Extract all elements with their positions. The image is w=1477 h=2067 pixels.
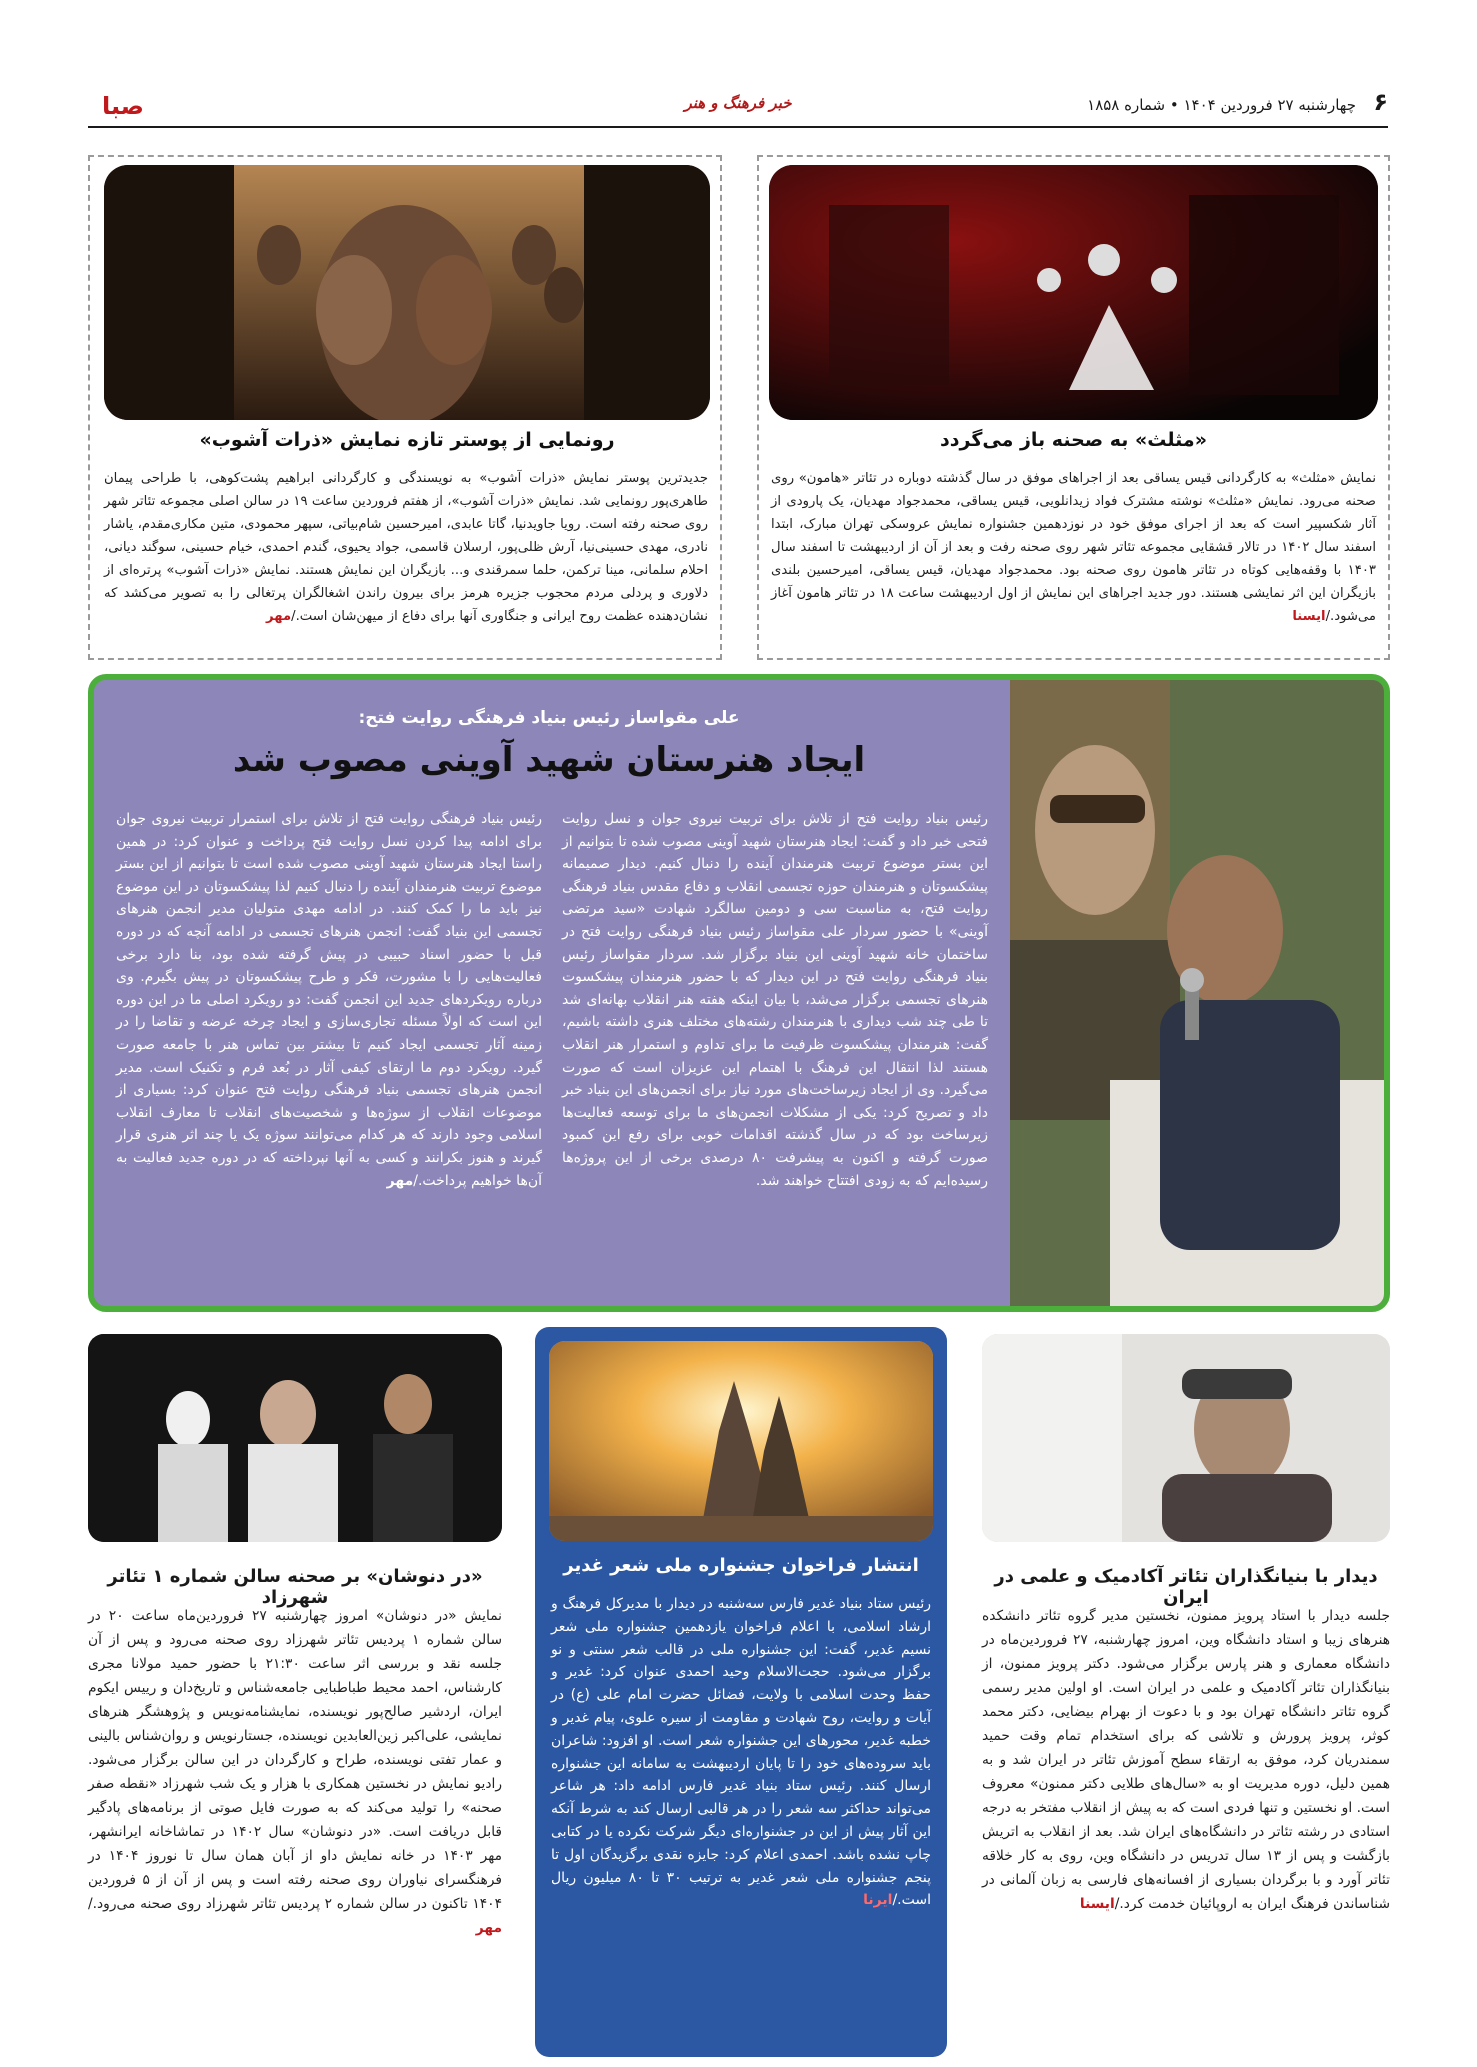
section-title: خبر فرهنگ و هنر: [684, 94, 792, 112]
portrait-image: [982, 1334, 1390, 1542]
zarrat-ashob-body: [104, 467, 708, 628]
memnun-photo[interactable]: [982, 1334, 1390, 1542]
mosallas-photo[interactable]: [769, 165, 1378, 420]
page-header: [88, 88, 1388, 128]
article-mosallas: [757, 155, 1390, 660]
article-zarrat-ashob: [88, 155, 722, 660]
feature-title: ایجاد هنرستان شهید آوینی مصوب شد: [232, 740, 866, 780]
feature-column-left: [116, 808, 542, 1192]
ghadir-photo[interactable]: [549, 1341, 933, 1541]
ghadir-body: [551, 1593, 931, 1912]
mosallas-headline: «مثلث» به صحنه باز می‌گردد: [940, 429, 1207, 451]
dardenoshan-text: نمایش «در دنوشان» امروز چهارشنبه ۲۷ فروردین‌ماه ساعت ۲۰ در سالن شماره ۱ پردیس تئاتر شهرزاد روی صحنه می‌رود و پس از آن جلسه نقد و بررسی اثر ساعت ۲۱:۳۰ با حضور حمید مولانا مجری کارشناس، احمد محیط طباطبایی جامعه‌شناس و تاریخ‌دان و رییس ایکوم ایران، اردشیر صالح‌پور نویسنده، نمایشنامه‌نویس و پژوهشگر هنرهای نمایشی، علی‌اکبر زین‌العابدین نویسنده، جستارنویس و روان‌شناس بالینی و عمار تفتی نویسنده، طراح و کارگردان در این سالن برگزار می‌شود. رادیو نمایش در نخستین همکاری با هزار و یک شب شهرزاد «نقطه صفر صحنه» را تولید می‌کند که به صورت فایل صوتی از برنامه‌های پادگیر قابل دریافت است. «در دنوشان» سال ۱۴۰۲ در تماشاخانه ایرانشهر، مهر ۱۴۰۳ در خانه نمایش داو از آبان همان سال تا نوروز ۱۴۰۴ در فرهنگسرای نیاوران روی صحنه رفته است و پس از آن از ۵ فروردین ۱۴۰۴ تاکنون در سالن شماره ۲ پردیس تئاتر شهرزاد روی صحنه می‌رود./: [88, 1608, 503, 1912]
ghadir-headline: انتشار فراخوان جشنواره ملی شعر غدیر: [563, 1555, 919, 1576]
article-dardenoshan: [88, 1334, 502, 2054]
dardenoshan-source: مهر: [475, 1920, 502, 1936]
feature-kicker: علی مقواساز رئیس بنیاد فرهنگی روایت فتح:: [358, 708, 740, 728]
memnun-headline: دیدار با بنیانگذاران تئاتر آکادمیک و علمی در ایران: [994, 1566, 1378, 1608]
article-memnun: [982, 1334, 1390, 2054]
zarrat-ashob-poster[interactable]: [104, 165, 710, 420]
poster-image: [104, 165, 710, 420]
stage-performance-image: [88, 1334, 502, 1542]
article-ghadir: [535, 1327, 947, 2057]
feature-photo[interactable]: [1010, 680, 1384, 1306]
mosallas-text: نمایش «مثلث» به کارگردانی قیس یساقی بعد از اجراهای موفق در سال گذشته دوباره در تئاتر «هامون» روی صحنه می‌رود. نمایش «مثلث» نوشته مشترک فواد زیدانلویی، قیس یساقی، محمدجواد مهدیان، یک پارودی از آثار شکسپیر است که بعد از اجرای موفق خود در نوزدهمین جشنواره نمایش عروسکی تهران مبارک، ابتدا اسفند سال ۱۴۰۲ در تالار قشقایی مجموعه تئاتر شهر روی صحنه رفت و بعد از آن از اردیبهشت تا اسفند سال ۱۴۰۳ با وقفه‌هایی کوتاه در تئاتر هامون روی صحنه بود. محمدجواد مهدیان، قیس یساقی، امیرحسین بلندی بازیگران این اثر نمایشی هستند. دور جدید اجراهای این نمایش از اول اردیبهشت ساعت ۱۸ در تئاتر هامون آغاز می‌شود./: [771, 471, 1377, 624]
memnun-text: جلسه دیدار با استاد پرویز ممنون، نخستین مدیر گروه تئاتر دانشکده هنرهای زیبا و استاد دانشگاه وین، امروز چهارشنبه، ۲۷ فروردین‌ماه در دانشگاه معماری و هنر پارس برگزار می‌شود. دکتر پرویز ممنون، از بنیانگذاران تئاتر آکادمیک و علمی در ایران است. او اولین مدیر رسمی گروه تئاتر دانشگاه تهران بود و با دعوت از بهرام بیضایی، دکتر محمد کوثر، پرویز پرورش و تلاشی که برای استخدام تمام وقت حمید سمندریان کرد، موفق به ارتقاء سطح آموزش تئاتر در ایران شد و به همین دلیل، دوره مدیریت او به «سال‌های طلایی دکتر ممنون» معروف است. او نخستین و تنها فردی است که به پیش از انقلاب مفتخر به درجه استادی در رشته تئاتر در دانشگاه‌های ایران شد. بعد از انقلاب به اتریش بازگشت و پس از ۱۳ سال تدریس در دانشگاه وین، روی به کار خلاقه تئاتر آورد و با برگردان بسیاری از افسانه‌های فارسی به زبان آلمانی در شناساندن فرهنگ ایران به اروپائیان خدمت کرد./: [982, 1608, 1391, 1912]
mosallas-source: ایسنا: [1292, 609, 1326, 624]
page-number: ۶: [1373, 88, 1388, 116]
memnun-source: ایسنا: [1079, 1896, 1115, 1912]
zarrat-ashob-source: مهر: [266, 609, 292, 624]
ghadir-text: رئیس ستاد بنیاد غدیر فارس سه‌شنبه در دیدار با مدیرکل فرهنگ و ارشاد اسلامی، با اعلام فراخوان یازدهمین جشنواره ملی شعر نسیم غدیر، گفت: این جشنواره ملی در قالب شعر سنتی و نو برگزار می‌شود. حجت‌الاسلام وحید احمدی عنوان کرد: غدیر و حفظ وحدت اسلامی با ولایت، فضائل حضرت امام علی (ع) در آیات و روایت، روح شهادت و مقاومت از سیره علوی، پیام غدیر و خطبه غدیر، محورهای این جشنواره شعر است. او افزود: شاعران باید سروده‌های خود را تا پایان اردیبهشت به سامانه این جشنواره ارسال کنند. رئیس ستاد بنیاد غدیر فارس ادامه داد: هر شاعر می‌تواند حداکثر سه شعر را در هر قالبی ارسال کند به شرط آنکه این آثار پیش از این در جشنواره‌ای دیگر شرکت نکرده یا در کتابی چاپ نشده باشد. احمدی اعلام کرد: جایزه نقدی برگزیدگان اول تا پنجم جشنواره ملی شعر غدیر به ترتیب ۳۰ تا ۸۰ میلیون ریال است./: [551, 1596, 931, 1909]
sunset-hands-image: [549, 1341, 933, 1541]
dardenoshan-photo[interactable]: [88, 1334, 502, 1542]
stage-scene-image: [769, 165, 1378, 420]
logo-text: صبا: [102, 92, 144, 120]
dardenoshan-body: [88, 1604, 502, 1940]
newspaper-logo[interactable]: [88, 88, 158, 122]
memnun-body: [982, 1604, 1390, 1916]
feature-source: مهر: [386, 1172, 414, 1189]
feature-column-right: رئیس بنیاد روایت فتح از تلاش برای تربیت نیروی جوان و نسل روایت فتحی خبر داد و گفت: ایجاد هنرستان شهید آوینی مصوب شده تا بتوانیم از این بستر موضوع تربیت هنرمندان آینده را دنبال کنیم. دیدار صمیمانه پیشکسوتان و هنرمندان حوزه تجسمی انقلاب و دفاع مقدس بنیاد فرهنگی روایت فتح، به مناسبت سی و دومین سالگرد شهادت «سید مرتضی آوینی» با حضور سردار علی مقواساز رئیس بنیاد فرهنگی روایت فتح در ساختمان خانه شهید آوینی این بنیاد برگزار شد. سردار مقواساز رئیس بنیاد فرهنگی روایت فتح در این دیدار که با حضور هنرمندان پیشکسوت هنرهای تجسمی برگزار می‌شد، با بیان اینکه هفته هنر انقلاب بهانه‌ای شد تا طی چند شب دیداری با هنرمندان رشته‌های مختلف هنری داشته باشیم، گفت: هنرمندان پیشکسوت ظرفیت ما برای تداوم و استمرار هنر انقلاب هستند لذا انتقال این فرهنگ با اهتمام این عزیزان است که صورت می‌گیرد. وی از ایجاد زیرساخت‌های مورد نیاز برای انجمن‌های این بنیاد خبر داد و تصریح کرد: یکی از مشکلات انجمن‌های ما برای توسعه فعالیت‌ها زیرساخت بود که در سال گذشته اقدامات خوبی برای رفع این کمبود صورت گرفته و اکنون به پیشرفت ۸۰ درصدی برخی از این پروژه‌ها رسیده‌ایم که به زودی افتتاح خواهند شد.: [562, 811, 988, 1189]
issue-info: چهارشنبه ۲۷ فروردین ۱۴۰۴ • شماره ۱۸۵۸: [1087, 96, 1356, 114]
zarrat-ashob-text: جدیدترین پوستر نمایش «ذرات آشوب» به نویسندگی و کارگردانی ابراهیم پشت‌کوهی، با طراحی پیمان طاهری‌پور رونمایی شد. نمایش «ذرات آشوب»، از هفتم فروردین ساعت ۱۹ در سالن اصلی مجموعه تئاتر شهر روی صحنه رفته است. رویا جاویدنیا، گاتا عابدی، امیرحسین شام‌بیاتی، سپهر محمودی، متین مکاری‌مقدم، یاشار نادری، مهدی حسینی‌نیا، آرش ظلی‌پور، ارسلان قاسمی، جواد یحیوی، گندم احمدی، خیام حسینی، سوگند دیانی، احلام سلمانی، مینا ترکمن، حلما سمرقندی و... بازیگران این نمایش هستند. نمایش «ذرات آشوب» پرتره‌ای از دلاوری و پردلی مردم محجوب جزیره هرمز برای بیرون راندن اشغالگران پرتغالی را به تصویر می‌کشد که نشان‌دهنده عظمت روح ایرانی و جنگاوری آنها برای دفاع از میهن‌شان است./: [104, 471, 708, 624]
ghadir-source: ایرنا: [863, 1892, 893, 1909]
mosallas-body: [771, 467, 1376, 628]
speaker-portrait-image: [1010, 680, 1390, 1306]
dardenoshan-headline: «در دنوشان» بر صحنه سالن شماره ۱ تئاتر شهرزاد: [107, 1566, 483, 1608]
feature-text-area: [94, 680, 1004, 1306]
zarrat-ashob-headline: رونمایی از پوستر تازه نمایش «ذرات آشوب»: [199, 429, 615, 451]
feature-column-left-text: رئیس بنیاد فرهنگی روایت فتح از تلاش برای استمرار تربیت نیروی جوان برای ادامه پیدا کردن نسل روایت فتح پرداخت و عنوان کرد: در همین راستا ایجاد هنرستان شهید آوینی مصوب شده است تا بتوانیم از این بستر موضوع تربیت هنرمندان آینده را دنبال کنیم لذا پیشکسوتان در این موضوع نیز باید ما را کمک کنند. در ادامه مهدی متولیان مدیر انجمن هنرهای تجسمی این بنیاد گفت: انجمن هنرهای تجسمی در ادامه آنچه که در دوره قبل با حضور اسناد حبیبی در پیش گرفته شده بود، بنا دارد برخی فعالیت‌هایی را با مشورت، فکر و طرح پیشکسوتان در پیش بگیرم. وی درباره رویکردهای جدید این انجمن گفت: دو رویکرد اصلی ما در این دوره این است که اولاً مسئله تجاری‌سازی و ایجاد چرخه عرضه و تقاضا را در زمینه آثار تجسمی ایجاد کنیم تا بیشتر بین تماس هنر با جامعه صورت گیرد. رویکرد دوم ما ارتقای کیفی آثار در بُعد فرم و تکنیک است. مدیر انجمن هنرهای تجسمی بنیاد فرهنگی روایت فتح عنوان کرد: بسیاری از موضوعات انقلاب از سوژه‌ها و شخصیت‌های انقلاب تا معارف انقلاب اسلامی وجود دارند که هر کدام می‌توانند سوژه یک یا چند اثر هنری قرار گیرند و هنوز بکرانند و کسی به آنها نپرداخته که در دوره جدید فعالیت به آن‌ها خواهیم پرداخت./: [116, 811, 542, 1189]
feature-article: [88, 674, 1390, 1312]
